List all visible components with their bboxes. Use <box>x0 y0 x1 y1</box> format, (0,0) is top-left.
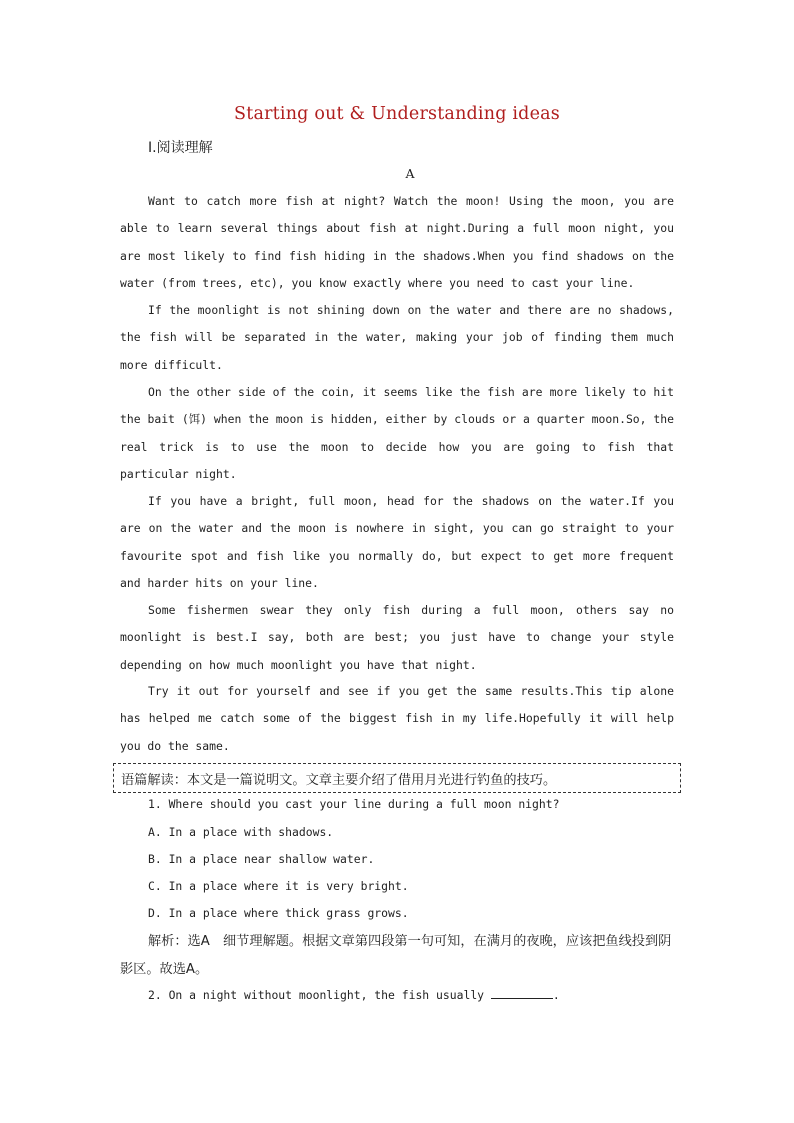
paragraph-5: Some fishermen swear they only fish during a full moon, others say no moonlight is best.I say, both are best; you just have to change your style depending on how much moonlight you have that night. <box>120 603 674 672</box>
question-1-option-b: B. In a place near shallow water. <box>148 852 375 866</box>
question-1-analysis: 解析：选A 细节理解题。根据文章第四段第一句可知，在满月的夜晚，应该把鱼线投到阴影区。故选A。 <box>120 934 672 977</box>
question-1-option-d: D. In a place where thick grass grows. <box>148 906 409 920</box>
question-2-stem-line <box>148 988 560 1002</box>
question-2-end: . <box>552 988 560 1002</box>
paragraph-2: If the moonlight is not shining down on the water and there are no shadows, the fish will be separated in the water, making your job of finding them much more difficult. <box>120 303 674 372</box>
summary-box <box>113 763 681 793</box>
paragraph-4: If you have a bright, full moon, head for the shadows on the water.If you are on the water and the moon is nowhere in sight, you can go straight to your favourite spot and fish like you normally do, but expect to get more frequent and harder hits on your line. <box>120 494 674 590</box>
question-1-option-a: A. In a place with shadows. <box>148 825 334 839</box>
question-1-stem: 1. Where should you cast your line during a full moon night? <box>148 797 560 811</box>
paragraph-6: Try it out for yourself and see if you get the same results.This tip alone has helped me catch some of the biggest fish in my life.Hopefully it will help you do the same. <box>120 684 674 753</box>
paragraph-1: Want to catch more fish at night? Watch the moon! Using the moon, you are able to learn several things about fish at night.During a full moon night, you are most likely to find fish hiding in the shadows.When you find shadows on the water (from trees, etc), you know exactly where you need to cast your line. <box>120 194 674 290</box>
passage-label: A <box>405 166 415 181</box>
question-1-option-c: C. In a place where it is very bright. <box>148 879 409 893</box>
section-label: Ⅰ.阅读理解 <box>148 140 213 156</box>
summary-text: 语篇解读：本文是一篇说明文。文章主要介绍了借用月光进行钓鱼的技巧。 <box>121 773 557 788</box>
paragraph-3: On the other side of the coin, it seems like the fish are more likely to hit the bait (饵) when the moon is hidden, either by clouds or a quarter moon.So, the real trick is to use the moon to decide how you are going to fish that particular night. <box>120 385 674 481</box>
document-title: Starting out & Understanding ideas <box>234 104 560 124</box>
answer-blank <box>491 988 553 999</box>
question-2-stem: 2. On a night without moonlight, the fish usually <box>148 988 485 1002</box>
